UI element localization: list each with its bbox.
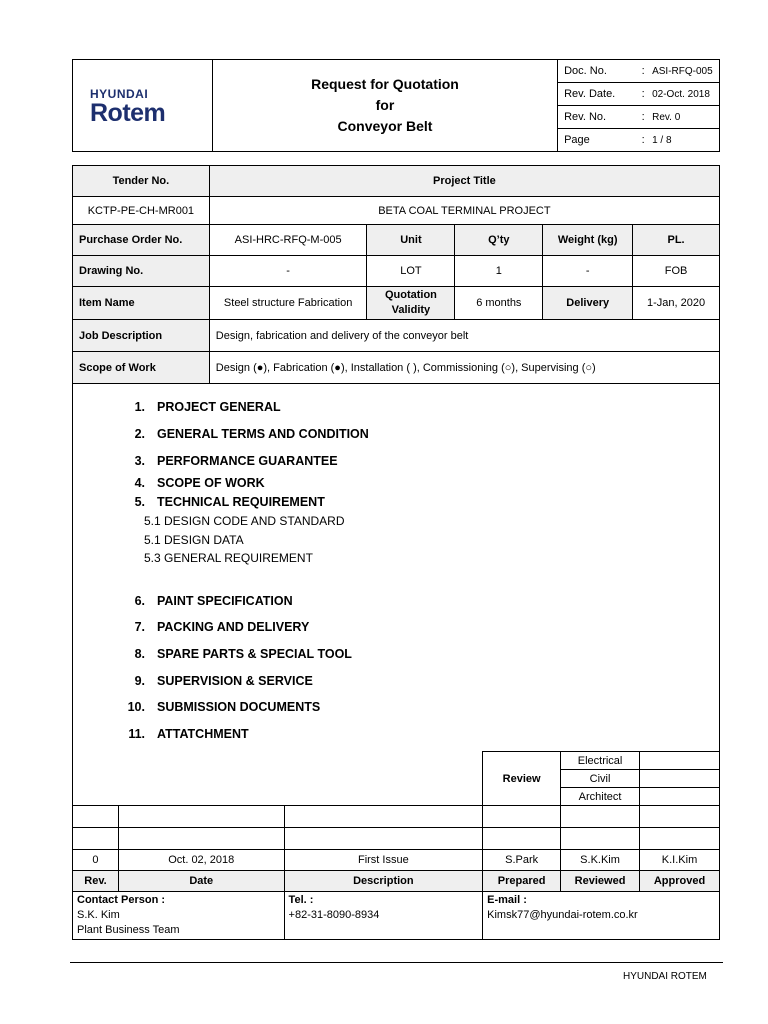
po-value: ASI-HRC-RFQ-M-005 <box>209 225 367 256</box>
review-role: Civil <box>561 770 640 788</box>
unit-value: LOT <box>367 256 455 287</box>
review-role: Architect <box>561 788 640 806</box>
review-signature <box>640 770 720 788</box>
qty-label: Q’ty <box>455 225 543 256</box>
unit-label: Unit <box>367 225 455 256</box>
toc-subitem: 5.3 GENERAL REQUIREMENT <box>144 551 313 565</box>
review-signature <box>640 788 720 806</box>
toc-item: 4. SCOPE OF WORK <box>134 476 265 490</box>
validity-value: 6 months <box>455 287 543 320</box>
job-label: Job Description <box>73 320 210 352</box>
contact-tel: Tel. : +82-31-8090-8934 <box>284 892 483 940</box>
revision-header: Rev. Date Description Prepared Reviewed Approved <box>73 871 720 892</box>
toc-item: 11. ATTATCHMENT <box>128 727 249 741</box>
toc-item: 2. GENERAL TERMS AND CONDITION <box>134 427 369 441</box>
job-value: Design, fabrication and delivery of the conveyor belt <box>209 320 719 352</box>
review-signature <box>640 752 720 770</box>
item-label: Item Name <box>73 287 210 320</box>
company-logo: HYUNDAI Rotem <box>73 60 213 152</box>
item-value: Steel structure Fabrication <box>209 287 367 320</box>
toc-subitem: 5.1 DESIGN DATA <box>144 533 244 547</box>
project-info-table <box>72 165 720 384</box>
review-label: Review <box>483 752 561 806</box>
footer-company: HYUNDAI ROTEM <box>623 971 707 982</box>
document-title: Request for Quotation for Conveyor Belt <box>212 60 557 152</box>
toc-subitem: 5.1 DESIGN CODE AND STANDARD <box>144 514 345 528</box>
weight-label: Weight (kg) <box>543 225 633 256</box>
pl-label: PL. <box>633 225 720 256</box>
toc-item: 6. PAINT SPECIFICATION <box>134 594 293 608</box>
project-title: BETA COAL TERMINAL PROJECT <box>209 197 719 225</box>
rev-no-row: Rev. No. : Rev. 0 <box>558 106 720 129</box>
scope-value: Design (●), Fabrication (●), Installation ( ), Commissioning (○), Supervising (○) <box>209 352 719 384</box>
delivery-label: Delivery <box>543 287 633 320</box>
contact-person: Contact Person : S.K. Kim Plant Business Team <box>73 892 285 940</box>
rev-date-row: Rev. Date. : 02-Oct. 2018 <box>558 83 720 106</box>
contact-row <box>73 892 720 940</box>
project-title-label: Project Title <box>209 166 719 197</box>
toc-item: 5. TECHNICAL REQUIREMENT <box>134 495 325 509</box>
scope-label: Scope of Work <box>73 352 210 384</box>
tender-no: KCTP-PE-CH-MR001 <box>73 197 210 225</box>
toc-item: 3. PERFORMANCE GUARANTEE <box>134 454 338 468</box>
footer-divider <box>70 962 723 963</box>
toc-item: 9. SUPERVISION & SERVICE <box>134 674 313 688</box>
pl-value: FOB <box>633 256 720 287</box>
weight-value: - <box>543 256 633 287</box>
revision-row: 0 Oct. 02, 2018 First Issue S.Park S.K.Kim K.I.Kim <box>73 850 720 871</box>
contact-email: E-mail : Kimsk77@hyundai-rotem.co.kr <box>483 892 720 940</box>
drawing-label: Drawing No. <box>73 256 210 287</box>
toc-item: 1. PROJECT GENERAL <box>134 400 281 414</box>
review-role: Electrical <box>561 752 640 770</box>
tender-label: Tender No. <box>73 166 210 197</box>
drawing-value: - <box>209 256 367 287</box>
revision-block <box>72 751 720 940</box>
toc-item: 10. SUBMISSION DOCUMENTS <box>127 700 321 714</box>
doc-no-row: Doc. No. : ASI-RFQ-005 <box>558 60 720 83</box>
delivery-value: 1-Jan, 2020 <box>633 287 720 320</box>
page-row: Page : 1 / 8 <box>558 129 720 152</box>
validity-label: Quotation Validity <box>367 287 455 320</box>
toc-item: 8. SPARE PARTS & SPECIAL TOOL <box>134 647 352 661</box>
document-header <box>72 59 720 152</box>
table-of-contents <box>72 380 720 752</box>
qty-value: 1 <box>455 256 543 287</box>
toc-item: 7. PACKING AND DELIVERY <box>134 620 310 634</box>
po-label: Purchase Order No. <box>73 225 210 256</box>
